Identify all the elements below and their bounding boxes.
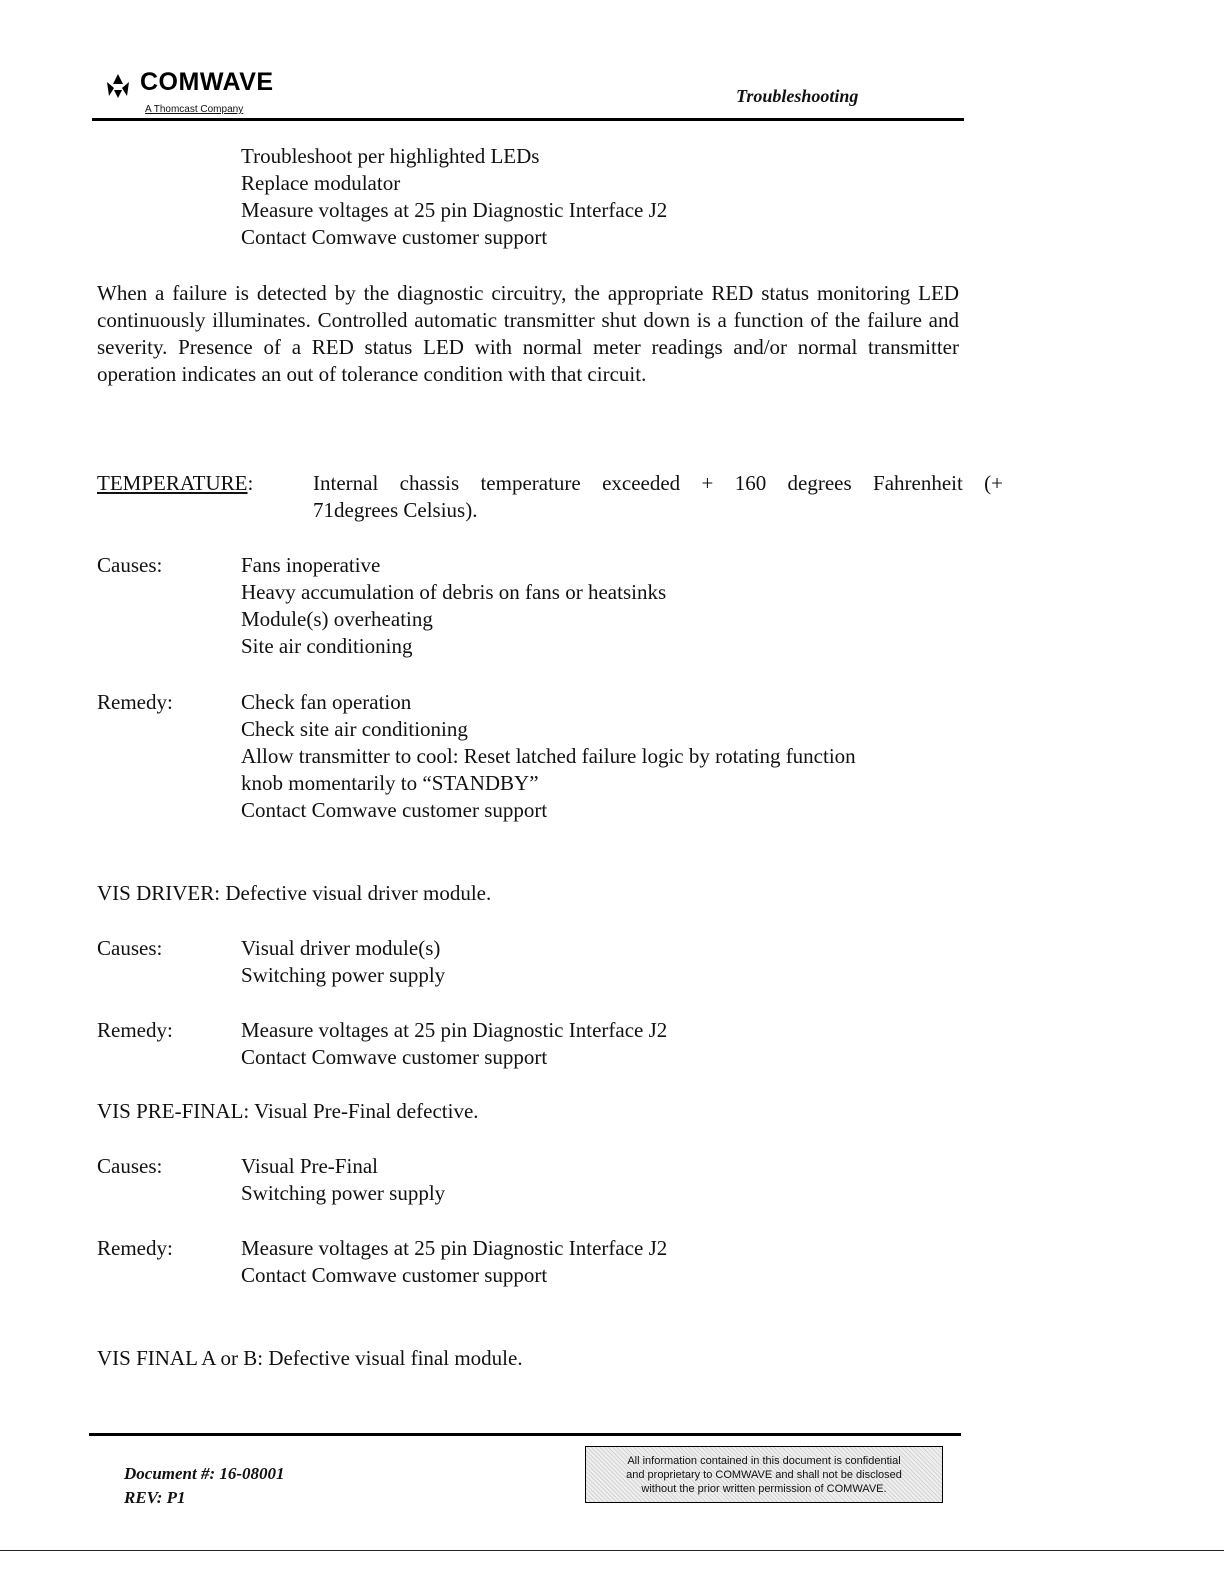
temperature-label: TEMPERATURE — [97, 471, 248, 495]
list-item: Allow transmitter to cool: Reset latched failure logic by rotating function — [241, 744, 856, 768]
temperature-remedy-list — [241, 689, 856, 824]
list-item: Troubleshoot per highlighted LEDs — [241, 144, 540, 168]
confidentiality-line: and proprietary to COMWAVE and shall not be disclosed — [626, 1468, 902, 1481]
temperature-description — [313, 470, 1003, 524]
list-item: Contact Comwave customer support — [241, 1263, 548, 1287]
temperature-description-line: Internal chassis temperature exceeded + 160 degrees Fahrenheit (+ — [313, 471, 1003, 495]
causes-label: Causes: — [97, 936, 163, 960]
remedy-label: Remedy: — [97, 1018, 173, 1042]
section-title: Troubleshooting — [736, 86, 859, 106]
list-item: Switching power supply — [241, 963, 446, 987]
list-item: Switching power supply — [241, 1181, 446, 1205]
vis-pre-final-heading: VIS PRE-FINAL: Visual Pre-Final defective. — [97, 1099, 479, 1123]
page-edge-rule — [0, 1550, 1224, 1551]
list-item: Check site air conditioning — [241, 717, 468, 741]
temperature-description-line: 71degrees Celsius). — [313, 498, 478, 522]
list-item: Visual driver module(s) — [241, 936, 441, 960]
document-info — [124, 1462, 285, 1510]
top-steps-list — [241, 143, 667, 251]
list-item: Replace modulator — [241, 171, 401, 195]
vis-pre-final-remedy-list — [241, 1235, 667, 1289]
temperature-colon: : — [247, 471, 254, 495]
document-revision: REV: P1 — [124, 1488, 186, 1507]
temperature-heading — [97, 470, 253, 497]
confidentiality-line: without the prior written permission of COMWAVE. — [641, 1482, 887, 1495]
footer-rule — [89, 1433, 961, 1436]
list-item: Contact Comwave customer support — [241, 1045, 548, 1069]
list-item: Measure voltages at 25 pin Diagnostic Interface J2 — [241, 198, 668, 222]
brand-subtitle: A Thomcast Company — [145, 104, 244, 115]
vis-final-heading: VIS FINAL A or B: Defective visual final module. — [97, 1346, 523, 1370]
vis-driver-causes-list — [241, 935, 445, 989]
document-number: Document #: 16-08001 — [124, 1464, 285, 1483]
list-item: Contact Comwave customer support — [241, 225, 548, 249]
list-item: Site air conditioning — [241, 634, 413, 658]
list-item: Heavy accumulation of debris on fans or heatsinks — [241, 580, 667, 604]
header-rule — [92, 118, 964, 121]
list-item: Visual Pre-Final — [241, 1154, 378, 1178]
list-item: Fans inoperative — [241, 553, 381, 577]
vis-driver-remedy-list — [241, 1017, 667, 1071]
list-item: Module(s) overheating — [241, 607, 433, 631]
list-item: Contact Comwave customer support — [241, 798, 548, 822]
confidentiality-notice — [585, 1446, 943, 1503]
confidentiality-line: All information contained in this document is confidential — [627, 1454, 901, 1467]
list-item: knob momentarily to “STANDBY” — [241, 771, 539, 795]
list-item: Measure voltages at 25 pin Diagnostic Interface J2 — [241, 1236, 668, 1260]
vis-pre-final-causes-list — [241, 1153, 445, 1207]
comwave-logo-icon — [104, 72, 132, 100]
remedy-label: Remedy: — [97, 690, 173, 714]
causes-label: Causes: — [97, 553, 163, 577]
list-item: Measure voltages at 25 pin Diagnostic Interface J2 — [241, 1018, 668, 1042]
brand-name: COMWAVE — [140, 68, 274, 96]
causes-label: Causes: — [97, 1154, 163, 1178]
remedy-label: Remedy: — [97, 1236, 173, 1260]
list-item: Check fan operation — [241, 690, 412, 714]
intro-paragraph: When a failure is detected by the diagnostic circuitry, the appropriate RED status monitoring LED continuously illuminates. Controlled automatic transmitter shut down is a function of the failure and severity. Presence of a RED status LED with normal meter readings and/or normal transmitter operation indicates an out of tolerance condition with that circuit. — [97, 281, 959, 386]
vis-driver-heading: VIS DRIVER: Defective visual driver module. — [97, 881, 492, 905]
temperature-causes-list — [241, 552, 666, 660]
